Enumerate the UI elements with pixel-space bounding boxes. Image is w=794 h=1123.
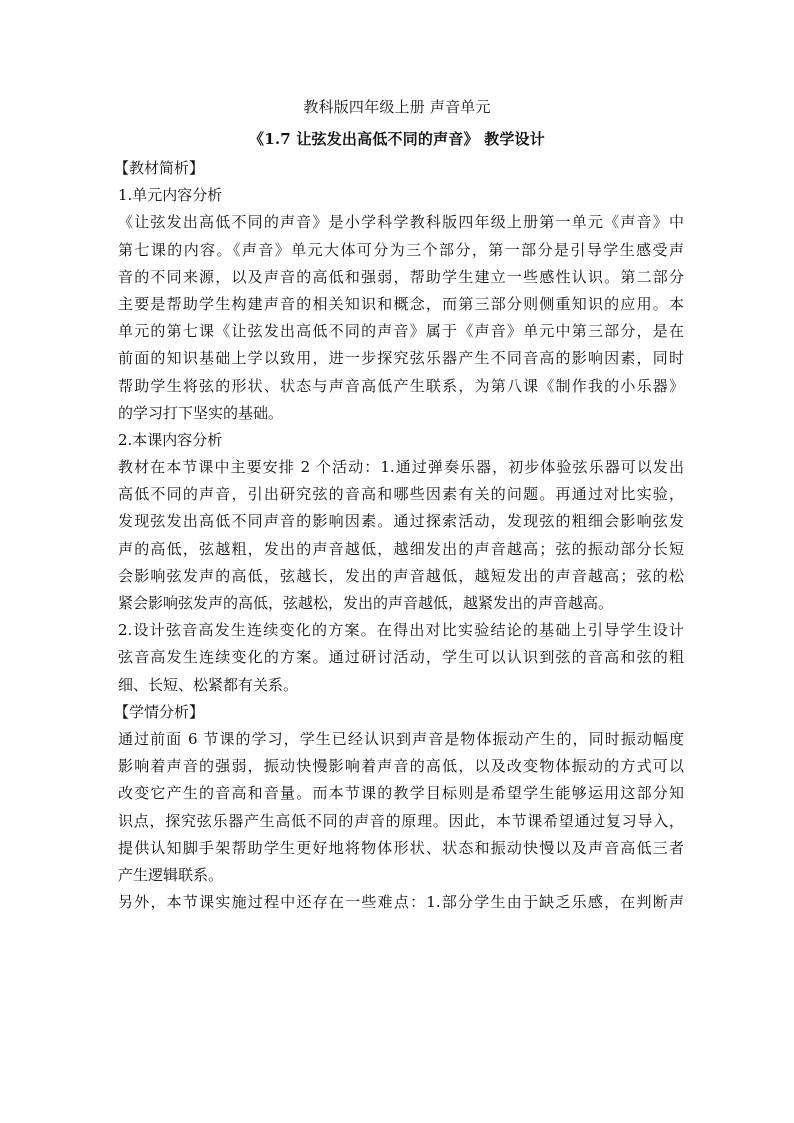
paragraph-line: 教材在本节课中主要安排 2 个活动：1.通过弹奏乐器，初步体验弦乐器可以发出	[118, 458, 684, 477]
paragraph-line: 提供认知脚手架帮助学生更好地将物体形状、状态和振动快慢以及声音高低三者	[118, 838, 684, 857]
paragraph-line: 帮助学生将弦的形状、状态与声音高低产生联系，为第八课《制作我的小乐器》	[118, 376, 684, 395]
section-heading: 1.单元内容分析	[118, 186, 223, 205]
paragraph-line: 前面的知识基础上学以致用，进一步探究弦乐器产生不同音高的影响因素，同时	[118, 349, 684, 368]
paragraph-line: 细、长短、松紧都有关系。	[118, 675, 299, 694]
paragraph-line: 通过前面 6 节课的学习，学生已经认识到声音是物体振动产生的，同时振动幅度	[118, 729, 684, 748]
section-heading: 【教材简析】	[114, 159, 205, 177]
paragraph-line: 第七课的内容。《声音》单元大体可分为三个部分，第一部分是引导学生感受声	[118, 240, 684, 259]
paragraph-line: 高低不同的声音，引出研究弦的音高和哪些因素有关的问题。再通过对比实验，	[118, 485, 684, 504]
paragraph-line: 2.设计弦音高发生连续变化的方案。在得出对比实验结论的基础上引导学生设计	[118, 621, 684, 640]
paragraph-line: 发现弦发出高低不同声音的影响因素。通过探索活动，发现弦的粗细会影响弦发	[118, 512, 684, 531]
paragraph-line: 另外，本节课实施过程中还存在一些难点：1.部分学生由于缺乏乐感，在判断声	[118, 893, 684, 912]
paragraph-line: 单元的第七课《让弦发出高低不同的声音》属于《声音》单元中第三部分，是在	[118, 322, 684, 341]
paragraph-line: 的学习打下坚实的基础。	[118, 403, 284, 422]
paragraph-line: 弦音高发生连续变化的方案。通过研讨活动，学生可以认识到弦的音高和弦的粗	[118, 648, 684, 667]
paragraph-line: 声的高低，弦越粗，发出的声音越低，越细发出的声音越高；弦的振动部分长短	[118, 539, 684, 558]
paragraph-line: 会影响弦发声的高低，弦越长，发出的声音越低，越短发出的声音越高；弦的松	[118, 566, 684, 585]
paragraph-line: 主要是帮助学生构建声音的相关知识和概念，而第三部分则侧重知识的应用。本	[118, 294, 684, 313]
document-subtitle: 《1.7 让弦发出高低不同的声音》 教学设计	[249, 130, 545, 148]
paragraph-line: 产生逻辑联系。	[118, 865, 224, 884]
paragraph-line: 影响着声音的强弱，振动快慢影响着声音的高低，以及改变物体振动的方式可以	[118, 757, 684, 776]
paragraph-line: 《让弦发出高低不同的声音》是小学科学教科版四年级上册第一单元《声音》中	[118, 213, 684, 232]
document-title: 教科版四年级上册 声音单元	[303, 98, 491, 116]
section-heading: 2.本课内容分析	[118, 430, 223, 449]
section-heading: 【学情分析】	[114, 702, 205, 721]
paragraph-line: 紧会影响弦发声的高低，弦越松，发出的声音越低，越紧发出的声音越高。	[118, 594, 614, 612]
paragraph-line: 改变它产生的音高和音量。而本节课的教学目标则是希望学生能够运用这部分知	[118, 784, 684, 803]
paragraph-line: 音的不同来源，以及声音的高低和强弱，帮助学生建立一些感性认识。第二部分	[118, 267, 684, 286]
paragraph-line: 识点，探究弦乐器产生高低不同的声音的原理。因此，本节课希望通过复习导入，	[118, 811, 684, 830]
document-body	[114, 155, 684, 916]
